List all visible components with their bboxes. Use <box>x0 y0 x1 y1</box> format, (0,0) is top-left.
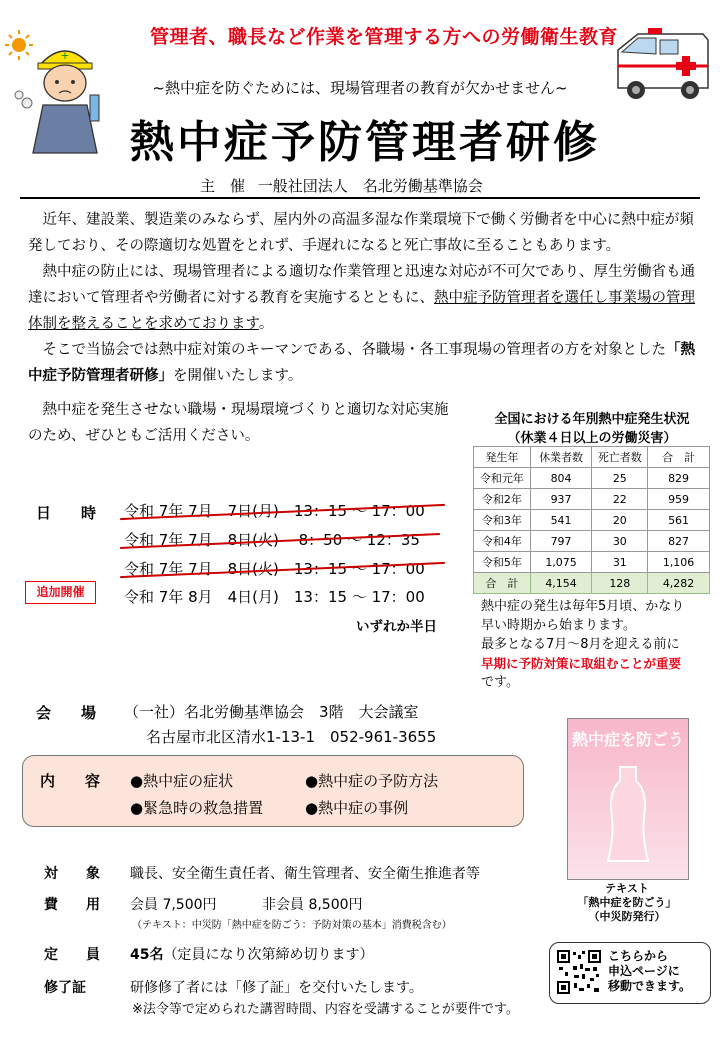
target-label: 対 象 <box>44 866 100 882</box>
qr-code-icon[interactable] <box>557 950 601 994</box>
stats-header-row: 発生年 休業者数 死亡者数 合 計 <box>474 447 710 468</box>
stats-title: 全国における年別熱中症発生状況 （休業４日以上の労働災害） <box>494 412 690 446</box>
fee-nonmember: 非会員 8,500円 <box>262 897 363 913</box>
stats-total-row: 合 計 4,154 128 4,282 <box>474 573 710 594</box>
fee-note: （テキスト：中災防「熱中症を防ごう：予防対策の基本」消費税含む） <box>132 920 452 931</box>
table-row: 令和2年 937 22 959 <box>474 489 710 510</box>
sun-icon <box>5 30 33 60</box>
content-item: ●熱中症の予防方法 <box>305 772 439 790</box>
stats-note: 熱中症の発生は毎年5月頃、かなり 早い時期から始まります。 最多となる7月～8月を迎える前に 早期に予防対策に取組むことが重要 です。 <box>481 597 711 692</box>
table-row: 令和5年 1,075 31 1,106 <box>474 552 710 573</box>
top-title: 管理者、職長など作業を管理する方への労働衛生教育 <box>150 26 619 48</box>
schedule-item-cancelled: 令和 7年 7月 8日(火) 8：50 ～ 12：35 <box>124 531 420 549</box>
fee-label: 費 用 <box>44 897 100 913</box>
organizer <box>200 175 491 196</box>
ambulance-illustration <box>608 20 713 105</box>
schedule-item-cancelled: 令和 7年 7月 7日(月) 13：15 ～ 17：00 <box>124 502 425 520</box>
schedule-label: 日 時 <box>36 504 97 522</box>
intro-paragraph-2: 熱中症の防止には、現場管理者による適切な作業管理と迅速な対応が不可欠であり、厚生労働省も通達において管理者や労働者に対する教育を実施するとともに、熱中症予防管理者を選任し事業場の管理体制を整えることを求めております。 <box>28 264 695 332</box>
venue-label: 会 場 <box>36 704 97 722</box>
header-divider <box>20 197 700 199</box>
bottle-icon <box>568 757 688 877</box>
content-item: ●緊急時の救急措置 <box>130 799 264 817</box>
schedule-item-cancelled: 令和 7年 7月 8日(火) 13：15 ～ 17：00 <box>124 560 425 578</box>
table-row: 令和3年 541 20 561 <box>474 510 710 531</box>
schedule-item-added: 令和 7年 8月 4日(月) 13：15 ～ 17：00 <box>124 588 425 606</box>
underlined-requirement: 熱中症予防管理者を選任し事業場の管理体制を整えることを求めております <box>28 290 695 332</box>
qr-text: こちらから 申込ページに 移動できます。 <box>608 949 692 993</box>
added-session-badge: 追加開催 <box>25 581 96 604</box>
organizer-label: 主 催 <box>200 177 246 195</box>
intro-paragraph-4: 熱中症を発生させない職場・現場環境づくりと適切な対応実施 のため、ぜひともご活用ください。 <box>28 402 449 444</box>
fee-member: 会員 7,500円 <box>130 897 217 913</box>
certificate-label: 修了証 <box>44 980 86 996</box>
page-title: 熱中症予防管理者研修 <box>130 117 600 168</box>
worker-illustration <box>5 25 110 155</box>
intro-paragraphs <box>28 207 698 389</box>
capacity-value: 45名（定員になり次第締め切ります） <box>130 947 374 963</box>
venue-address: 名古屋市北区清水1-13-1 052-961-3655 <box>146 728 437 746</box>
content-item: ●熱中症の事例 <box>305 799 409 817</box>
stats-table <box>473 446 710 594</box>
lead-text: ~熱中症を防ぐためには、現場管理者の教育が欠かせません~ <box>152 79 568 97</box>
capacity-label: 定 員 <box>44 947 100 963</box>
table-row: 令和4年 797 30 827 <box>474 531 710 552</box>
intro-paragraph-1: 近年、建設業、製造業のみならず、屋内外の高温多湿な作業環境下で働く労働者を中心に熱中症が頻発しており、その際適切な処置をとれず、手遅れになると死亡事故に至ることもあります。 <box>28 212 694 254</box>
certificate-note: ※法令等で定められた講習時間、内容を受講することが要件です。 <box>132 1002 519 1017</box>
venue-name: （一社）名北労働基準協会 3階 大会議室 <box>124 703 419 721</box>
textbook-cover <box>567 718 689 880</box>
certificate-value: 研修修了者には「修了証」を交付いたします。 <box>130 980 423 996</box>
content-box <box>22 755 524 827</box>
content-item: ●熱中症の症状 <box>130 772 234 790</box>
organizer-name: 一般社団法人 名北労働基準協会 <box>257 177 483 195</box>
seminar-name: 「熱中症予防管理者研修」 <box>28 342 695 384</box>
half-day-note: いずれか半日 <box>356 619 437 635</box>
intro-paragraph-3: そこで当協会では熱中症対策のキーマンである、各職場・各工事現場の管理者の方を対象とした「熱中症予防管理者研修」を開催いたします。 <box>28 342 695 384</box>
textbook-caption: テキスト 「熱中症を防ごう」 （中災防発行） <box>577 882 677 923</box>
application-link-box[interactable] <box>549 942 711 1004</box>
svg-text:+: + <box>60 49 70 62</box>
textbook-cover-title: 熱中症を防ごう <box>571 730 684 749</box>
stats-note-emphasis: 早期に予防対策に取組むことが重要 <box>481 656 682 671</box>
content-label: 内 容 <box>40 772 101 790</box>
table-row: 令和元年 804 25 829 <box>474 468 710 489</box>
target-value: 職長、安全衛生責任者、衛生管理者、安全衛生推進者等 <box>130 866 480 882</box>
